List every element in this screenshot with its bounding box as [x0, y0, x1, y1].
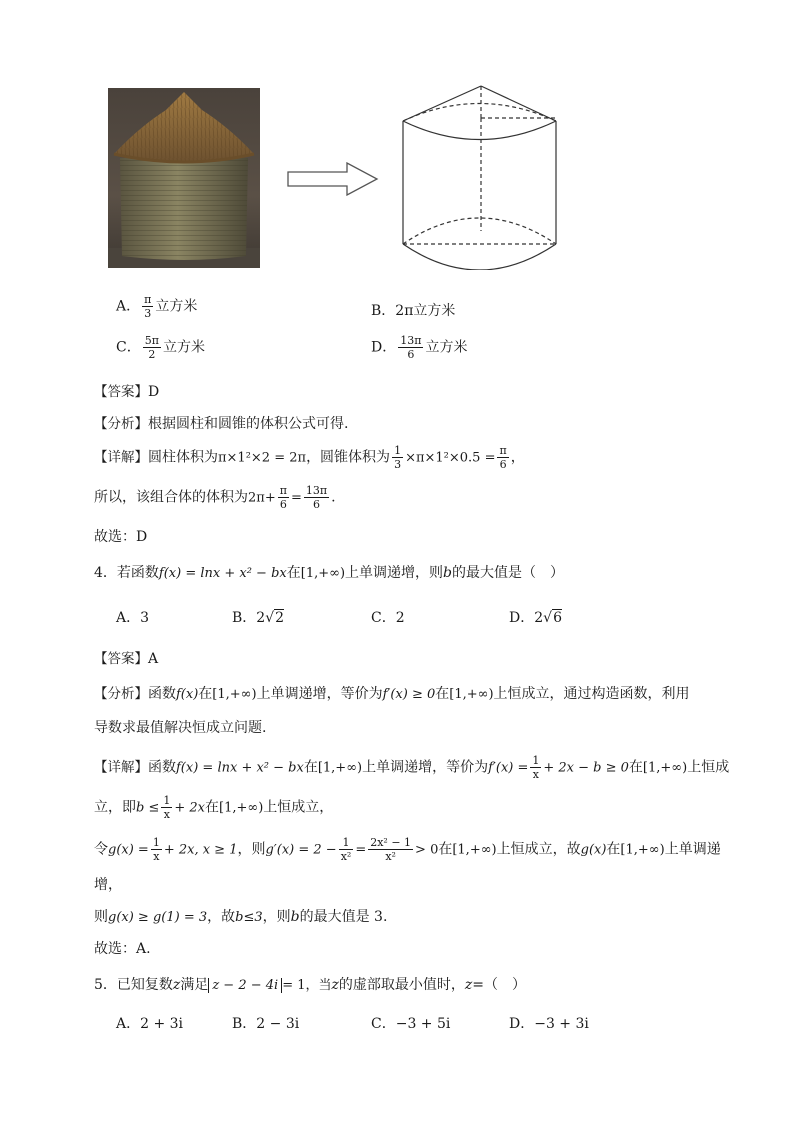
- q4-option-b[interactable]: B．2√2: [232, 610, 285, 626]
- q4-answer: [94, 647, 158, 667]
- denominator: 6: [407, 348, 415, 361]
- fraction: [143, 334, 161, 361]
- text: 满足: [180, 977, 209, 993]
- fraction: [368, 836, 413, 863]
- math-expr: [1,+∞): [452, 842, 497, 858]
- text: 令: [94, 841, 108, 858]
- analysis-text: 根据圆柱和圆锥的体积公式可得.: [148, 416, 349, 432]
- q4-option-a[interactable]: A．3: [116, 610, 150, 626]
- numerator: π: [144, 293, 152, 306]
- analysis-tag: 【分析】: [94, 686, 148, 702]
- text: 上恒成: [687, 759, 730, 776]
- text: 的最大值是 3.: [299, 909, 388, 925]
- fraction: [151, 836, 162, 863]
- q4-option-c[interactable]: C．2: [371, 610, 405, 626]
- detail-tag: 【详解】: [94, 759, 148, 776]
- denominator: x: [153, 850, 160, 863]
- numerator: 13π: [400, 334, 422, 347]
- fraction: [304, 484, 329, 511]
- q3-option-d[interactable]: [371, 334, 467, 361]
- fraction: [398, 334, 423, 361]
- text: ，故: [207, 909, 236, 925]
- math-expr: g(x) ≥ g(1) = 3: [108, 910, 208, 925]
- math-expr: =: [290, 490, 302, 506]
- numerator: 1: [163, 794, 171, 807]
- analysis-tag: 【分析】: [94, 416, 148, 432]
- math-var: z: [331, 977, 339, 993]
- q3-option-a[interactable]: [116, 293, 197, 320]
- answer-value: A: [148, 651, 159, 667]
- text: 函数: [148, 759, 176, 776]
- option-label: B．: [232, 610, 257, 626]
- text: 上单调递增，则: [345, 565, 444, 581]
- math-expr: f(x) = lnx + x² − bx: [176, 760, 304, 776]
- q3-detail-line1: [94, 444, 525, 471]
- denominator: 6: [312, 498, 320, 511]
- coef: 2: [256, 610, 266, 626]
- option-value: 2π: [395, 303, 414, 319]
- unit: 立方米: [425, 339, 468, 356]
- math-expr: g′(x) = 2 −: [265, 842, 337, 858]
- radicand: 2: [275, 610, 285, 626]
- math-expr: + 2x − b ≥ 0: [543, 760, 629, 776]
- math-expr: [1,+∞): [212, 687, 257, 702]
- q4-detail-line2: [94, 794, 333, 821]
- numerator: π: [279, 484, 287, 497]
- text: 在: [198, 686, 213, 702]
- right-arrow-icon: [287, 162, 379, 196]
- fraction: [392, 444, 403, 471]
- denominator: x²: [340, 850, 352, 863]
- text: 上恒成立，: [263, 799, 334, 816]
- q4-analysis-line1: [94, 682, 690, 703]
- math-expr: [1,+∞): [300, 566, 346, 581]
- math-expr: =: [355, 842, 367, 858]
- q5-option-d[interactable]: D．−3 + 3i: [509, 1016, 589, 1032]
- q3-conclusion: 故选：D: [94, 529, 148, 545]
- option-label: B．: [371, 303, 396, 319]
- option-label: A．: [116, 298, 141, 315]
- radicand: 6: [553, 610, 562, 626]
- math-expr: [1,+∞): [317, 760, 363, 776]
- math-expr: + 2x, x ≥ 1: [163, 842, 238, 858]
- math-expr: g(x) =: [108, 842, 149, 858]
- denominator: 3: [394, 458, 402, 471]
- math-expr: g(x): [580, 842, 607, 858]
- q5-option-c[interactable]: C．−3 + 5i: [371, 1016, 451, 1032]
- math-expr: b≤3: [235, 910, 263, 925]
- q3-detail-line2: [94, 484, 336, 511]
- denominator: 6: [279, 498, 287, 511]
- text: 上恒成立，故: [496, 841, 581, 858]
- answer-tag: 【答案】: [94, 651, 148, 667]
- denominator: 6: [499, 458, 507, 471]
- text: 在: [606, 841, 621, 858]
- math-expr: + 2x: [174, 800, 205, 816]
- text: 的最大值是（ ）: [452, 565, 564, 581]
- text: 在: [628, 759, 643, 776]
- numerator: π: [499, 444, 507, 457]
- math-expr: b ≤: [136, 800, 160, 816]
- fraction: [497, 444, 508, 471]
- math-var: b: [443, 565, 452, 581]
- fraction: [530, 754, 541, 781]
- text: .: [331, 489, 336, 506]
- text: 在: [435, 686, 450, 702]
- fraction: [339, 836, 354, 863]
- fraction: [161, 794, 172, 821]
- q5-stem: [94, 974, 526, 994]
- q5-option-b[interactable]: B．2 − 3i: [232, 1016, 300, 1032]
- math-var: z: [464, 977, 473, 993]
- text: 在: [205, 799, 219, 816]
- text: 的虚部取最小值时，: [338, 977, 465, 993]
- q4-stem: [94, 562, 564, 582]
- text: ，则: [262, 909, 291, 925]
- q3-option-b[interactable]: [371, 300, 455, 320]
- q4-detail-line1: [94, 754, 729, 781]
- numerator: 1: [339, 836, 354, 850]
- text: 所以，该组合体的体积为: [94, 489, 248, 506]
- q4-detail-line3: [94, 836, 721, 863]
- math-expr: [1,+∞): [449, 687, 494, 702]
- q3-analysis: [94, 412, 348, 433]
- unit: 立方米: [162, 339, 205, 356]
- q4-detail-line5: [94, 906, 387, 926]
- q5-option-a[interactable]: A．2 + 3i: [116, 1016, 184, 1032]
- numerator: 2x² − 1: [370, 836, 412, 849]
- math-expr: ×π×1²×0.5 =: [405, 450, 496, 466]
- q4-detail-line4: 增，: [94, 877, 122, 893]
- text: 立，即: [94, 799, 136, 816]
- numerator: 1: [394, 444, 402, 457]
- option-label: D．: [371, 339, 397, 356]
- numerator: 1: [152, 836, 160, 849]
- text: 上单调递增，等价为: [362, 759, 489, 776]
- text: 上单调递: [664, 841, 721, 858]
- denominator: x²: [385, 850, 396, 863]
- q4-analysis-line2: 导数求最值解决恒成立问题.: [94, 720, 267, 736]
- fraction: [142, 293, 153, 320]
- denominator: x: [532, 768, 539, 781]
- text: 则: [94, 909, 108, 925]
- text: = 1，当: [282, 978, 332, 993]
- option-label: C．: [116, 339, 141, 356]
- math-expr: f(x) = lnx + x² − bx: [158, 566, 287, 581]
- math-expr: z − 2 − 4i: [208, 978, 282, 993]
- answer-value: D: [148, 384, 160, 400]
- denominator: 2: [148, 348, 156, 361]
- denominator: x: [163, 808, 170, 821]
- math-var: z: [172, 977, 181, 993]
- math-expr: > 0: [415, 842, 439, 858]
- numerator: 13π: [305, 484, 328, 497]
- unit: 立方米: [155, 298, 198, 315]
- text: 5．已知复数: [94, 977, 173, 993]
- text: ，: [510, 449, 525, 466]
- q4-conclusion: 故选：A.: [94, 941, 151, 957]
- math-expr: f(x): [176, 687, 199, 702]
- text: 在: [303, 759, 318, 776]
- math-expr: f′(x) ≥ 0: [382, 687, 436, 702]
- numerator: 5π: [144, 334, 159, 347]
- text: =（ ）: [472, 977, 526, 993]
- detail-tag: 【详解】: [94, 449, 148, 466]
- cylinder-cone-diagram: [398, 84, 562, 270]
- math-expr: [1,+∞): [642, 760, 688, 776]
- coef: 2: [534, 610, 544, 626]
- text: 圆柱体积为: [148, 449, 218, 466]
- math-expr: [1,+∞): [620, 842, 665, 858]
- math-expr: f′(x) =: [488, 760, 529, 776]
- q4-option-d[interactable]: D．2√6: [509, 610, 562, 626]
- text: 在: [286, 565, 301, 581]
- answer-tag: 【答案】: [94, 384, 148, 400]
- unit: 立方米: [413, 303, 456, 319]
- math-var: b: [290, 909, 300, 925]
- q3-answer: [94, 380, 159, 400]
- text: 在: [438, 841, 453, 858]
- q3-option-c[interactable]: [116, 334, 205, 361]
- math-expr: 2π+: [248, 490, 276, 506]
- option-label: D．: [509, 610, 535, 626]
- text: 4．若函数: [94, 565, 159, 581]
- text: ，圆锥体积为: [306, 449, 391, 466]
- text: ，则: [237, 841, 266, 858]
- math-expr: [1,+∞): [219, 800, 264, 816]
- fraction: [278, 484, 289, 511]
- text: 上恒成立，通过构造函数，利用: [493, 686, 690, 702]
- math-expr: π×1²×2 = 2π: [218, 450, 307, 466]
- text: 上单调递增，等价为: [256, 686, 383, 702]
- numerator: 1: [532, 754, 540, 767]
- text: 函数: [148, 686, 176, 702]
- denominator: 3: [144, 307, 152, 320]
- hut-photo: [108, 88, 260, 268]
